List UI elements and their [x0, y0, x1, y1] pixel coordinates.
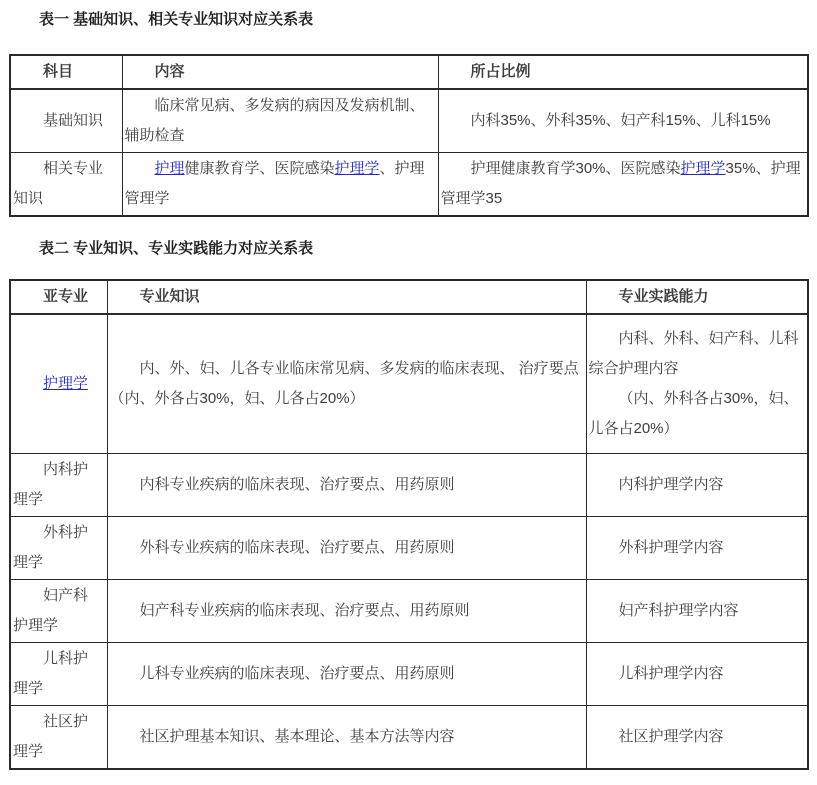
- text-segment: 健康教育学、医院感染: [184, 160, 335, 177]
- cell-paragraph: [110, 722, 580, 752]
- cell-paragraph: [589, 659, 802, 689]
- table-cell-ratio: [438, 89, 808, 153]
- cell-paragraph: [13, 154, 116, 214]
- table-cell-knowledge: [107, 517, 586, 580]
- table-cell-subspecialty: [10, 706, 107, 770]
- text-segment: 儿科护理学内容: [618, 665, 724, 682]
- table-cell-practice: [586, 454, 808, 517]
- text-segment: 妇产科护理学: [13, 587, 89, 634]
- text-segment: 内科护理学: [13, 461, 89, 508]
- table2-header-practice: [586, 280, 808, 314]
- table-row: [10, 89, 808, 153]
- table-cell-subspecialty: [10, 454, 107, 517]
- text-link[interactable]: 护理学: [680, 160, 726, 177]
- table-row: [10, 314, 808, 454]
- table-cell-subspecialty: [10, 314, 107, 454]
- cell-paragraph: [589, 384, 802, 444]
- table2-header-row: [10, 280, 808, 314]
- cell-paragraph: [110, 596, 580, 626]
- header-text: 所占比例: [470, 63, 531, 80]
- cell-paragraph: [13, 455, 101, 515]
- text-segment: 儿科专业疾病的临床表现、治疗要点、用药原则: [139, 665, 455, 682]
- text-segment: 儿科护理学: [13, 650, 89, 697]
- text-segment: 临床常见病、多发病的病因及发病机制、辅助检查: [124, 97, 425, 144]
- table-cell-ratio: [438, 153, 808, 217]
- text-segment: 35%、护理管理学35: [440, 160, 801, 207]
- table2-header-subspecialty: [10, 280, 107, 314]
- text-segment: 基础知识: [43, 112, 104, 129]
- cell-paragraph: [13, 707, 101, 767]
- table-cell-practice: [586, 580, 808, 643]
- header-text: 科目: [43, 63, 74, 80]
- table2-title: 表二 专业知识、专业实践能力对应关系表: [39, 240, 314, 257]
- cell-paragraph: [589, 722, 802, 752]
- cell-paragraph: [110, 470, 580, 500]
- table-cell-subject: [10, 153, 122, 217]
- text-segment: 内科、外科、妇产科、儿科综合护理内容: [588, 330, 799, 377]
- table1-title: 表一 基础知识、相关专业知识对应关系表: [39, 11, 314, 28]
- text-link[interactable]: 护理: [154, 160, 185, 177]
- table-cell-content: [122, 89, 438, 153]
- table1-header-content: [122, 55, 438, 89]
- text-segment: 社区护理基本知识、基本理论、基本方法等内容: [139, 728, 455, 745]
- text-segment: 护理健康教育学30%、医院感染: [470, 160, 681, 177]
- header-text: 内容: [154, 63, 185, 80]
- text-segment: 社区护理学内容: [618, 728, 724, 745]
- cell-paragraph: [13, 581, 101, 641]
- table-row: [10, 580, 808, 643]
- cell-paragraph: [13, 518, 101, 578]
- cell-paragraph: [110, 533, 580, 563]
- cell-paragraph: [13, 644, 101, 704]
- table-row: [10, 643, 808, 706]
- cell-paragraph: [125, 154, 432, 214]
- table-cell-knowledge: [107, 580, 586, 643]
- text-segment: 妇产科专业疾病的临床表现、治疗要点、用药原则: [139, 602, 470, 619]
- text-segment: 妇产科护理学内容: [618, 602, 739, 619]
- cell-paragraph: [589, 470, 802, 500]
- cell-paragraph: [13, 106, 116, 136]
- table-row: [10, 153, 808, 217]
- cell-paragraph: [125, 91, 432, 151]
- text-segment: 社区护理学: [13, 713, 89, 760]
- table-row: [10, 706, 808, 770]
- table1-header-subject: [10, 55, 122, 89]
- table-cell-knowledge: [107, 314, 586, 454]
- table2-header-knowledge: [107, 280, 586, 314]
- table-row: [10, 454, 808, 517]
- table-cell-knowledge: [107, 643, 586, 706]
- cell-paragraph: [441, 154, 802, 214]
- table-cell-practice: [586, 706, 808, 770]
- cell-paragraph: [110, 354, 580, 414]
- header-text: 亚专业: [43, 288, 89, 305]
- header-text: 专业实践能力: [618, 288, 709, 305]
- table-cell-subspecialty: [10, 580, 107, 643]
- text-segment: 内科35%、外科35%、妇产科15%、儿科15%: [470, 112, 771, 129]
- text-segment: （内、外科各占30%，妇、儿各占20%）: [588, 390, 799, 437]
- cell-paragraph: [589, 324, 802, 384]
- text-link[interactable]: 护理学: [43, 375, 89, 392]
- table-cell-subspecialty: [10, 643, 107, 706]
- table-cell-knowledge: [107, 706, 586, 770]
- table2-professional-knowledge: [9, 279, 809, 770]
- table1-basic-knowledge: [9, 54, 809, 217]
- cell-paragraph: [13, 369, 101, 399]
- header-text: 专业知识: [139, 288, 200, 305]
- table1-header-ratio: [438, 55, 808, 89]
- text-segment: 外科专业疾病的临床表现、治疗要点、用药原则: [139, 539, 455, 556]
- table-cell-practice: [586, 314, 808, 454]
- table-cell-practice: [586, 517, 808, 580]
- table-cell-practice: [586, 643, 808, 706]
- cell-paragraph: [589, 596, 802, 626]
- cell-paragraph: [441, 106, 802, 136]
- table-row: [10, 517, 808, 580]
- cell-paragraph: [589, 533, 802, 563]
- text-segment: 外科护理学内容: [618, 539, 724, 556]
- text-segment: 内科护理学内容: [618, 476, 724, 493]
- text-segment: 、护理管理学: [124, 160, 425, 207]
- cell-paragraph: [110, 659, 580, 689]
- text-segment: 内科专业疾病的临床表现、治疗要点、用药原则: [139, 476, 455, 493]
- table-cell-content: [122, 153, 438, 217]
- text-segment: 相关专业知识: [13, 160, 104, 207]
- table-cell-knowledge: [107, 454, 586, 517]
- table-cell-subject: [10, 89, 122, 153]
- table-cell-subspecialty: [10, 517, 107, 580]
- table1-header-row: [10, 55, 808, 89]
- text-link[interactable]: 护理学: [334, 160, 380, 177]
- text-segment: 外科护理学: [13, 524, 89, 571]
- text-segment: 内、外、妇、儿各专业临床常见病、多发病的临床表现、 治疗要点（内、外各占30%，妇、儿各占20%）: [109, 360, 579, 407]
